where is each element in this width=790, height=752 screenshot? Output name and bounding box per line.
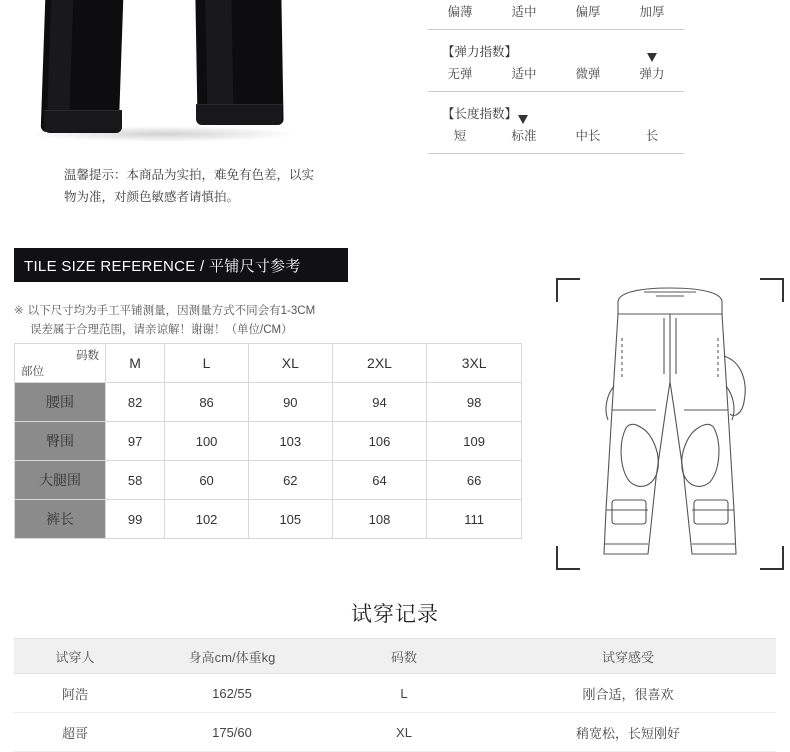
size-table-corner-cell	[15, 344, 106, 383]
length-tick-2: 中长	[575, 129, 601, 143]
note-line-1: 以下尺寸均为手工平铺测量，因测量方式不同会有1-3CM	[27, 305, 316, 317]
pants-svg-icon	[556, 278, 784, 570]
thickness-index-meter	[428, 0, 684, 36]
cell-length-xl: 105	[248, 500, 332, 539]
size-col-m: M	[106, 344, 165, 383]
size-col-l: L	[165, 344, 249, 383]
length-tick-0: 短	[453, 129, 467, 143]
index-meters	[428, 0, 684, 160]
tryon-feedback-1: 刚合适，很喜欢	[480, 674, 776, 713]
table-row	[15, 500, 522, 539]
row-label-hip: 臀围	[15, 422, 106, 461]
table-row	[15, 383, 522, 422]
bracket-top-right	[760, 278, 784, 302]
cell-thigh-xl: 62	[248, 461, 332, 500]
thickness-tick-3: 加厚	[639, 5, 665, 19]
bracket-bottom-left	[556, 546, 580, 570]
cell-hip-l: 100	[165, 422, 249, 461]
table-row	[15, 461, 522, 500]
thickness-ticks	[428, 2, 684, 20]
length-line	[428, 153, 684, 154]
product-photo	[0, 0, 332, 155]
tryon-header-row	[14, 639, 776, 674]
cell-hip-2xl: 106	[332, 422, 427, 461]
photo-shadow	[28, 126, 298, 142]
measurement-note	[14, 302, 394, 340]
tryon-col-size: 码数	[328, 639, 480, 674]
tryon-size-1: L	[328, 674, 480, 713]
tryon-col-height-weight: 身高cm/体重kg	[136, 639, 328, 674]
row-label-waist: 腰围	[15, 383, 106, 422]
corner-label-size: 码数	[76, 350, 99, 362]
elasticity-tick-2: 微弹	[575, 67, 601, 81]
bracket-bottom-right	[760, 546, 784, 570]
elasticity-line	[428, 91, 684, 92]
length-index-block	[428, 98, 684, 160]
pants-line-drawing	[556, 278, 784, 570]
length-marker-icon	[518, 115, 528, 127]
elasticity-index-meter	[428, 62, 684, 98]
elasticity-index-block	[428, 36, 684, 98]
thickness-tick-2: 偏厚	[575, 5, 601, 19]
tryon-hw-2: 175/60	[136, 713, 328, 752]
thickness-tick-0: 偏薄	[447, 5, 473, 19]
tryon-person-1: 阿浩	[14, 674, 136, 713]
size-col-3xl: 3XL	[427, 344, 522, 383]
row-label-thigh: 大腿围	[15, 461, 106, 500]
elasticity-tick-0: 无弹	[447, 67, 473, 81]
cell-waist-2xl: 94	[332, 383, 427, 422]
pants-right-cuff	[196, 104, 282, 125]
note-star-icon: ※	[14, 305, 24, 317]
cell-hip-3xl: 109	[427, 422, 522, 461]
size-table-header-row	[15, 344, 522, 383]
tryon-record-table	[14, 638, 776, 752]
elasticity-tick-1: 适中	[511, 67, 537, 81]
tryon-section-title: 试穿记录	[351, 603, 439, 626]
tryon-person-2: 超哥	[14, 713, 136, 752]
elasticity-marker-icon	[647, 53, 657, 65]
tryon-col-person: 试穿人	[14, 639, 136, 674]
note-line-2: 误差属于合理范围，请亲谅解！谢谢！（单位/CM）	[30, 324, 293, 336]
thickness-tick-1: 适中	[511, 5, 537, 19]
size-col-xl: XL	[248, 344, 332, 383]
corner-label-part: 部位	[21, 366, 44, 378]
cell-thigh-3xl: 66	[427, 461, 522, 500]
cell-hip-xl: 103	[248, 422, 332, 461]
cell-length-m: 99	[106, 500, 165, 539]
table-row	[14, 713, 776, 752]
tryon-col-feedback: 试穿感受	[480, 639, 776, 674]
length-ticks	[428, 126, 684, 144]
section-header-tile-size: TILE SIZE REFERENCE / 平铺尺寸参考	[14, 248, 348, 282]
cell-thigh-l: 60	[165, 461, 249, 500]
cell-thigh-2xl: 64	[332, 461, 427, 500]
thickness-line	[428, 29, 684, 30]
elasticity-tick-3: 弹力	[639, 67, 665, 81]
tryon-feedback-2: 稍宽松，长短刚好	[480, 713, 776, 752]
elasticity-index-title: 【弹力指数】	[442, 45, 518, 59]
length-tick-1: 标准	[511, 129, 537, 143]
tryon-hw-1: 162/55	[136, 674, 328, 713]
thickness-marker-icon	[519, 0, 529, 3]
cell-waist-3xl: 98	[427, 383, 522, 422]
size-col-2xl: 2XL	[332, 344, 427, 383]
bracket-top-left	[556, 278, 580, 302]
elasticity-ticks	[428, 64, 684, 82]
cell-waist-xl: 90	[248, 383, 332, 422]
table-row	[14, 674, 776, 713]
color-difference-tip: 温馨提示：本商品为实拍，难免有色差，以实物为准，对颜色敏感者请慎拍。	[64, 168, 315, 204]
row-label-length: 裤长	[15, 500, 106, 539]
size-reference-table	[14, 343, 522, 539]
cell-length-l: 102	[165, 500, 249, 539]
thickness-index-block	[428, 0, 684, 36]
cell-length-2xl: 108	[332, 500, 427, 539]
length-index-title: 【长度指数】	[442, 107, 518, 121]
cell-length-3xl: 111	[427, 500, 522, 539]
table-row	[15, 422, 522, 461]
length-index-meter	[428, 124, 684, 160]
length-tick-3: 长	[645, 129, 659, 143]
tryon-size-2: XL	[328, 713, 480, 752]
cell-hip-m: 97	[106, 422, 165, 461]
cell-waist-m: 82	[106, 383, 165, 422]
cell-waist-l: 86	[165, 383, 249, 422]
cell-thigh-m: 58	[106, 461, 165, 500]
